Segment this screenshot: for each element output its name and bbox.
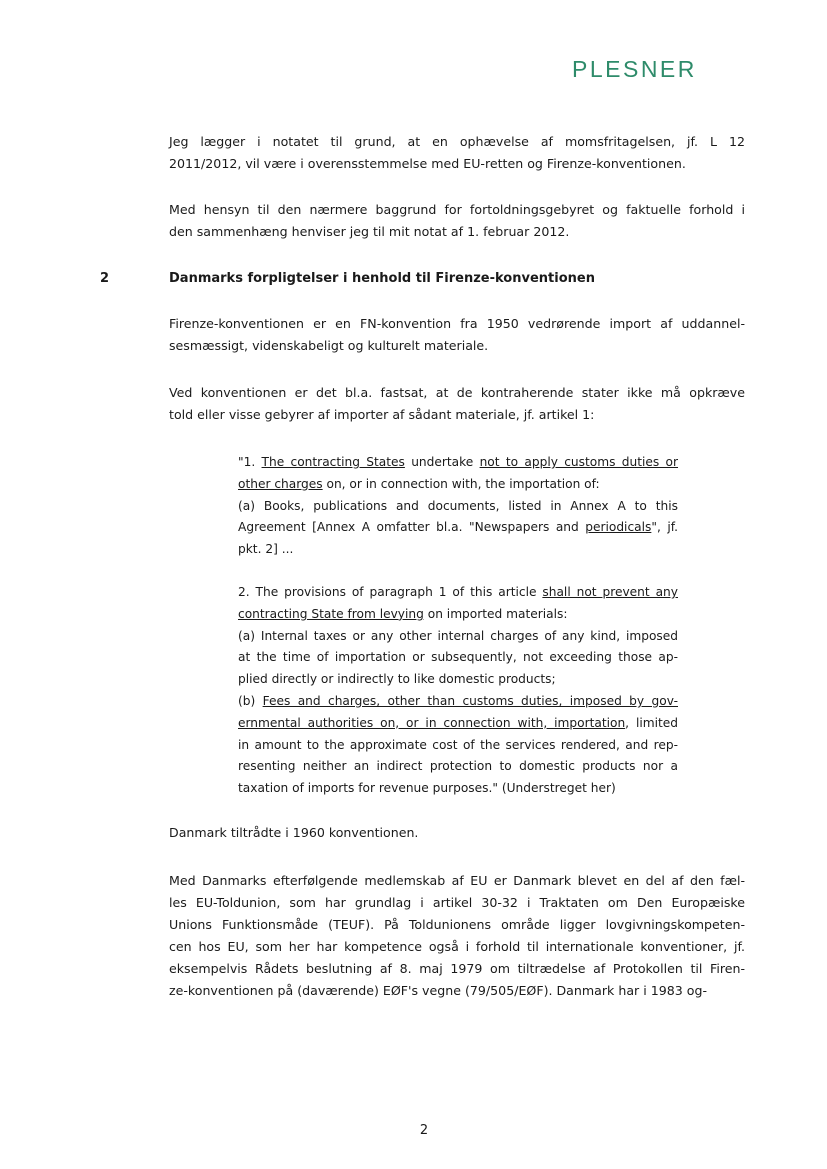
underlined-text: not to apply customs duties or — [479, 455, 679, 469]
quote-line — [238, 691, 678, 713]
quote-line: in amount to the approximate cost of the services rendered, and rep- — [238, 737, 678, 752]
block-quote-article-2 — [238, 582, 678, 800]
section-title: Danmarks forpligtelser i henhold til Firenze-konventionen — [169, 271, 595, 286]
text-line: ze-konventionen på (daværende) EØF's vegne (79/505/EØF). Danmark har i 1983 og- — [169, 983, 708, 998]
text-line: Jeg lægger i notatet til grund, at en ophævelse af momsfritagelsen, jf. L 12 — [169, 134, 745, 149]
text-line: den sammenhæng henviser jeg til mit notat af 1. februar 2012. — [169, 224, 570, 239]
text-line: eksempelvis Rådets beslutning af 8. maj 1979 om tiltrædelse af Protokollen til Firen- — [169, 961, 745, 976]
paragraph-article-1-intro — [169, 382, 745, 426]
quote-line — [238, 474, 678, 496]
quote-text: (b) — [238, 693, 263, 708]
quote-line — [238, 452, 678, 474]
text-line: Danmark tiltrådte i 1960 konventionen. — [169, 825, 419, 840]
quote-text: on, or in connection with, the importation of: — [322, 476, 600, 491]
quote-text: , limited — [625, 715, 678, 730]
quote-text: "1. — [238, 455, 262, 469]
paragraph-intro-2 — [169, 199, 745, 243]
text-line: sesmæssigt, videnskabeligt og kulturelt materiale. — [169, 338, 489, 353]
underlined-text: The contracting States — [261, 455, 405, 469]
quote-line — [238, 604, 678, 626]
quote-text: 2. The provisions of paragraph 1 of this article — [238, 585, 543, 599]
quote-line: resenting neither an indirect protection to domestic products nor a — [238, 759, 678, 774]
plesner-logo: PLESNER — [572, 56, 697, 82]
quote-line — [238, 713, 678, 735]
underlined-text: other charges — [238, 476, 323, 491]
paragraph-intro-1 — [169, 131, 745, 175]
underlined-text: contracting State from levying — [238, 606, 424, 621]
quote-text: ", jf. — [651, 520, 678, 535]
underlined-text: ernmental authorities on, or in connection with, importation — [238, 715, 626, 730]
text-line: 2011/2012, vil være i overensstemmelse med EU-retten og Firenze-konventionen. — [169, 156, 686, 171]
block-quote-article-1 — [238, 452, 678, 561]
underlined-text: Fees and charges, other than customs duties, imposed by gov- — [262, 693, 678, 708]
quote-line: at the time of importation or subsequently, not exceeding those ap- — [238, 650, 678, 665]
text-line: Ved konventionen er det bl.a. fastsat, at de kontraherende stater ikke må opkræve — [169, 385, 745, 400]
paragraph-eu-customs-union — [169, 870, 745, 1002]
quote-line: plied directly or indirectly to like domestic products; — [238, 672, 556, 687]
section-number: 2 — [100, 271, 110, 286]
paragraph-accession — [169, 822, 745, 844]
text-line: Firenze-konventionen er en FN-konvention fra 1950 vedrørende import af uddannel- — [169, 316, 745, 331]
quote-text: Agreement [Annex A omfatter bl.a. "Newspapers and — [238, 520, 586, 535]
text-line: Unions Funktionsmåde (TEUF). På Toldunionens område ligger lovgivningskompeten- — [169, 917, 745, 932]
quote-line — [238, 582, 678, 604]
text-line: les EU-Toldunion, som har grundlag i artikel 30-32 i Traktaten om Den Europæiske — [169, 895, 745, 910]
text-line: Med hensyn til den nærmere baggrund for fortoldningsgebyret og faktuelle forhold i — [169, 202, 745, 217]
underlined-text: periodicals — [585, 520, 652, 535]
quote-line — [238, 517, 678, 539]
text-line: cen hos EU, som her har kompetence også i forhold til internationale konventioner, jf. — [169, 939, 745, 954]
underlined-text: shall not prevent any — [542, 585, 678, 599]
paragraph-firenze-intro — [169, 313, 745, 357]
text-line: told eller visse gebyrer af importer af sådant materiale, jf. artikel 1: — [169, 407, 595, 422]
page-number: 2 — [419, 1123, 429, 1138]
text-line: Med Danmarks efterfølgende medlemskab af EU er Danmark blevet en del af den fæl- — [169, 873, 745, 888]
quote-line: pkt. 2] ... — [238, 542, 294, 557]
quote-line: taxation of imports for revenue purposes." (Understreget her) — [238, 781, 616, 796]
quote-line: (a) Books, publications and documents, listed in Annex A to this — [238, 498, 678, 513]
quote-line: (a) Internal taxes or any other internal charges of any kind, imposed — [238, 628, 678, 643]
quote-text: undertake — [404, 455, 480, 469]
quote-text: on imported materials: — [423, 606, 568, 621]
